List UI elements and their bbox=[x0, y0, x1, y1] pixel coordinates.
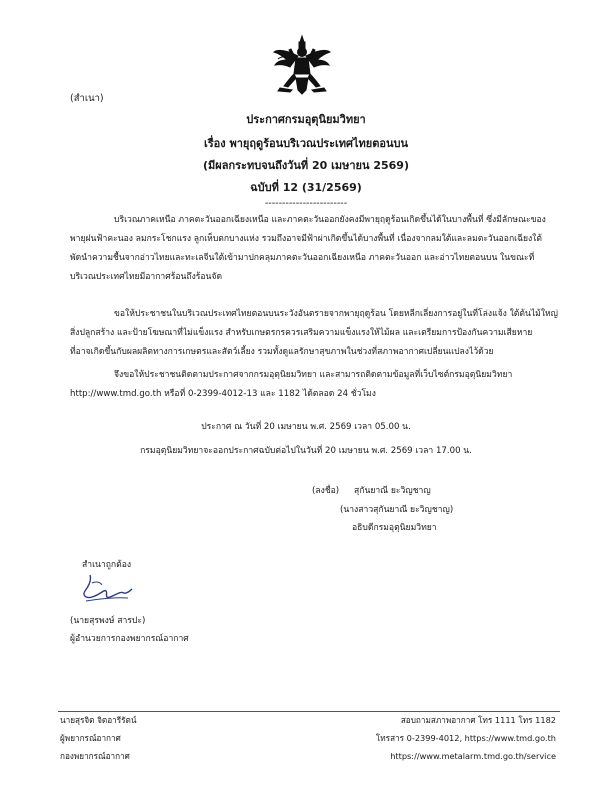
paragraph-line: บริเวณประเทศไทยมีอากาศร้อนถึงร้อนจัด bbox=[70, 272, 223, 282]
document-title: ประกาศกรมอุตุนิยมวิทยา bbox=[246, 113, 366, 126]
signatory-full-name: (นางสาวสุกันยาณี ยะวิญชาญ) bbox=[340, 505, 454, 515]
copy-label: (สำเนา) bbox=[70, 93, 104, 104]
title-divider: ------------------------ bbox=[264, 198, 348, 209]
footer-right-line: สอบถามสภาพอากาศ โทร 1111 โทร 1182 bbox=[400, 715, 556, 725]
footer-right-line: โทรสาร 0-2399-4012, https://www.tmd.go.th bbox=[375, 733, 556, 743]
issue-number: ฉบับที่ 12 (31/2569) bbox=[250, 181, 362, 194]
paragraph-line: บริเวณภาคเหนือ ภาคตะวันออกเฉียงเหนือ และภาคตะวันออกยังคงมีพายุฤดูร้อนเกิดขึ้นได้ในบางพื้นที่ ซึ่งมีลักษณะของ bbox=[114, 215, 546, 225]
paragraph-line: ที่อาจเกิดขึ้นกับผลผลิตทางการเกษตรและสัตว์เลี้ยง รวมทั้งดูแลรักษาสุขภาพในช่วงที่สภาพอากาศเปลี่ยนแปลงไว้ด้วย bbox=[70, 347, 494, 357]
effect-period: (มีผลกระทบจนถึงวันที่ 20 เมษายน 2569) bbox=[203, 159, 409, 172]
footer-left-line: ผู้พยากรณ์อากาศ bbox=[60, 733, 121, 743]
paragraph-line: ขอให้ประชาชนในบริเวณประเทศไทยตอนบนระวังอันตรายจากพายุฤดูร้อน โดยหลีกเลี่ยงการอยู่ในที่โล่งแจ้ง ใต้ต้นไม้ใหญ่ bbox=[114, 309, 559, 319]
certifier-position: ผู้อำนวยการกองพยากรณ์อากาศ bbox=[70, 634, 189, 644]
paragraph-3 bbox=[70, 366, 560, 404]
handwritten-signature bbox=[80, 571, 134, 605]
document-subject: เรื่อง พายุฤดูร้อนบริเวณประเทศไทยตอนบน bbox=[203, 137, 408, 150]
paragraph-line: สิ่งปลูกสร้าง และป้ายโฆษณาที่ไม่แข็งแรง สำหรับเกษตรกรควรเสริมความแข็งแรงให้ไม้ผล และเตรียมการป้องกันความเสียหาย bbox=[70, 328, 533, 338]
paragraph-line: http://www.tmd.go.th หรือที่ 0-2399-4012-13 และ 1182 ได้ตลอด 24 ชั่วโมง bbox=[70, 389, 376, 399]
footer-left-line: กองพยากรณ์อากาศ bbox=[60, 751, 130, 761]
certified-label: สำเนาถูกต้อง bbox=[82, 560, 132, 570]
footer-left-line: นายสุรจิต จิตอารีรัตน์ bbox=[60, 715, 137, 725]
next-announcement: กรมอุตุนิยมวิทยาจะออกประกาศฉบับต่อไปในวันที่ 20 เมษายน พ.ศ. 2569 เวลา 17.00 น. bbox=[140, 446, 472, 456]
certifier-name: (นายสุรพงษ์ สารปะ) bbox=[70, 616, 146, 626]
signed-prefix: (ลงชื่อ) bbox=[312, 486, 340, 496]
paragraph-1 bbox=[70, 211, 560, 287]
paragraph-line: พายุฝนฟ้าคะนอง ลมกระโชกแรง ลูกเห็บตกบางแห่ง รวมถึงอาจมีฟ้าผ่าเกิดขึ้นได้บางพื้นที่ เนื่องจากลมใต้และลมตะวันออกเฉียงใต้ bbox=[70, 234, 542, 244]
paragraph-2 bbox=[70, 305, 560, 362]
footer-right-line: https://www.metalarm.tmd.go.th/service bbox=[390, 751, 556, 761]
paragraph-line: จึงขอให้ประชาชนติดตามประกาศจากกรมอุตุนิยมวิทยา และสามารถติดตามข้อมูลที่เว็บไซต์กรมอุตุนิยมวิทยา bbox=[114, 370, 513, 380]
footer-divider bbox=[58, 711, 560, 712]
signatory-position: อธิบดีกรมอุตุนิยมวิทยา bbox=[352, 523, 437, 533]
paragraph-line: พัดนำความชื้นจากอ่าวไทยและทะเลจีนใต้เข้ามาปกคลุมภาคตะวันออกเฉียงเหนือ ภาคตะวันออก และอ่าวไทยตอนบน ในขณะที่ bbox=[70, 253, 535, 263]
garuda-emblem bbox=[272, 34, 332, 96]
announce-date: ประกาศ ณ วันที่ 20 เมษายน พ.ศ. 2569 เวลา 05.00 น. bbox=[201, 422, 411, 432]
signed-name: สุกันยาณี ยะวิญชาญ bbox=[354, 486, 431, 496]
